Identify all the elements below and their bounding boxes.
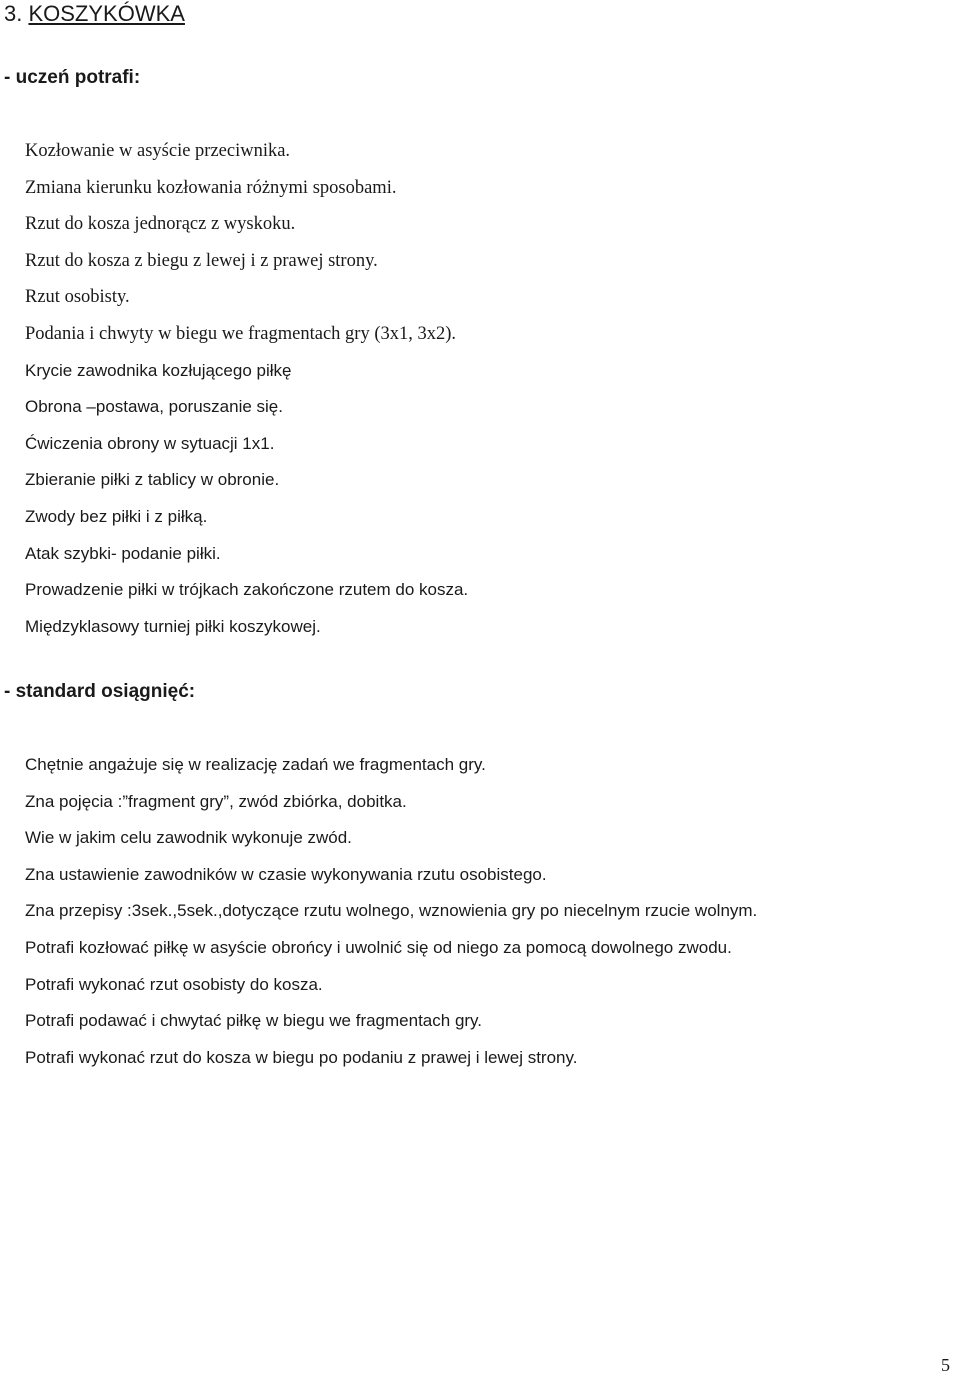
list-item: Potrafi wykonać rzut do kosza w biegu po podaniu z prawej i lewej strony.	[25, 1047, 578, 1067]
list-item: Zwody bez piłki i z piłką.	[25, 506, 208, 526]
section-heading-standards: - standard osiągnięć:	[4, 681, 196, 702]
list-item: Ćwiczenia obrony w sytuacji 1x1.	[25, 433, 275, 453]
list-item: Krycie zawodnika kozłującego piłkę	[25, 360, 292, 380]
list-item: Zna pojęcia :”fragment gry”, zwód zbiórka, dobitka.	[25, 791, 407, 811]
standards-list	[25, 747, 757, 1076]
list-item: Międzyklasowy turniej piłki koszykowej.	[25, 616, 321, 636]
title-text: KOSZYKÓWKA	[28, 1, 185, 26]
list-item: Zna ustawienie zawodników w czasie wykonywania rzutu osobistego.	[25, 864, 547, 884]
list-item: Rzut do kosza jednorącz z wyskoku.	[25, 214, 296, 235]
section-heading-skills: - uczeń potrafi:	[4, 67, 141, 88]
list-item: Wie w jakim celu zawodnik wykonuje zwód.	[25, 828, 352, 848]
title-number: 3.	[4, 1, 29, 26]
list-item: Zmiana kierunku kozłowania różnymi sposobami.	[25, 177, 397, 198]
list-item: Potrafi podawać i chwytać piłkę w biegu we fragmentach gry.	[25, 1011, 483, 1031]
page-number: 5	[941, 1355, 950, 1375]
list-item: Zna przepisy :3sek.,5sek.,dotyczące rzutu wolnego, wznowienia gry po niecelnym rzucie wolnym.	[25, 901, 758, 921]
page-title	[4, 0, 185, 28]
list-item: Potrafi kozłować piłkę w asyście obrońcy i uwolnić się od niego za pomocą dowolnego zwodu.	[25, 937, 732, 957]
list-item: Prowadzenie piłki w trójkach zakończone rzutem do kosza.	[25, 580, 469, 600]
list-item: Zbieranie piłki z tablicy w obronie.	[25, 470, 280, 490]
skills-list	[25, 133, 468, 645]
list-item: Atak szybki- podanie piłki.	[25, 543, 221, 563]
list-item: Obrona –postawa, poruszanie się.	[25, 397, 283, 417]
list-item: Rzut osobisty.	[25, 287, 130, 308]
list-item: Podania i chwyty w biegu we fragmentach gry (3x1, 3x2).	[25, 323, 457, 344]
list-item: Rzut do kosza z biegu z lewej i z prawej strony.	[25, 250, 378, 271]
list-item: Chętnie angażuje się w realizację zadań we fragmentach gry.	[25, 755, 486, 774]
list-item: Potrafi wykonać rzut osobisty do kosza.	[25, 974, 323, 994]
list-item: Kozłowanie w asyście przeciwnika.	[25, 141, 291, 161]
